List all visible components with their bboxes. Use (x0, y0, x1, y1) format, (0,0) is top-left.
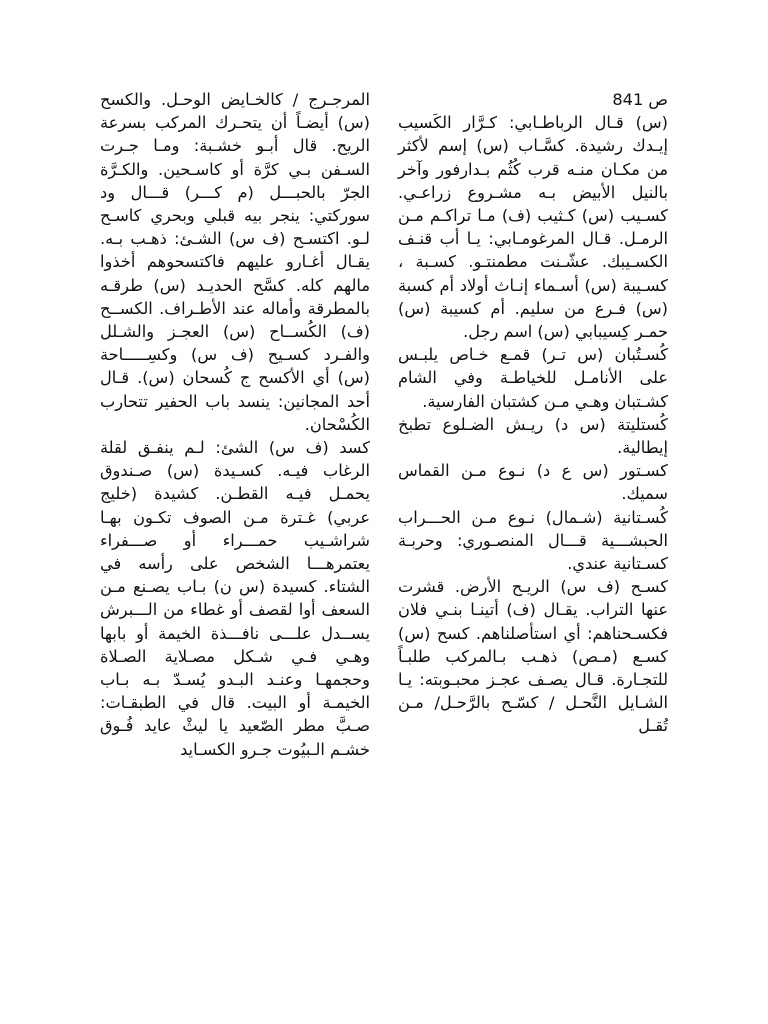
entry-kasada: كسد (ف س) الشئ: لـم ينفـق لقلة الرغاب فيـه. كسـيدة (س) صـندوق يحمـل فيـه القطـن. كشيدة (خليج عربي) غـترة مـن الصوف تكـون بهـا شراشـيب حمـــراء أو صـــفراء يعتمرهـــا الشخص على رأسه في الشتاء. كسيدة (س ن) بـاب يصـنع مـن السعف أوا لقصف أو غطاء من الـــبرش يســدل علـــى نافـــذة الخيمة أو بابها وهـي فـي شـكل مصـلاية الصـلاة وحجمهـا وعنـد البـدو يُسـدّ بـه بـاب الخيمـة أو البيت. قال في الطبقـات: صـبَّ مطر الصّعيد يا ليثْ عايد فُـوق خشـم الـبيُوت جـرو الكسـايد (100, 438, 370, 759)
right-column (398, 88, 668, 738)
entry-kasaha: كسـح (ف س) الريـح الأرض. قشرت عنها التراب. يقـال (ف) أتينـا بنـي فلان فكسـحناهم: أي استأصلناهم. كسح (س) كسـع (مـص) ذهـب بـالمركب طلبـاً للتجـارة. قـال يصـف عجـز محبـوبته: يـا الشـايل النَّحـل / كسّـح بالرَّحـل/ مـن تُقـل (398, 577, 668, 736)
page-number: ص 841 (612, 90, 668, 109)
entry-kasib: (س) قـال الرباطـابي: كـرَّار الكَسيب إيـدك رشيدة. كسَّـاب (س) إسم لأكثر من مكـان منـه قرب كُثُم بـدارفور وآخر بالنيل الأبيض بـه مشـروع زراعـي. كسـيب (س) كـثيب (ف) مـا تراكـم مـن الرمـل. قـال المرغومـابي: يـا أب قنـف الكسـيبك. عشّـنت مطمنتـو. كسـبة ، كسـيبة (س) أسـماء إنـاث أولاد أم كسبة (س) فـرع من سليم. أم كسيبة (س) حمـر كِسيبابي (س) اسم رجل. (398, 113, 668, 342)
entry-kasaha-cont: المرجـرج / كالخـايض الوحـل. والكسح (س) أيضـاً أن يتحـرك المركب بسرعة الريح. قال أبـو خشـبة: ومـا جـرت السـفن بـي كرَّة أو كاسـحين. والكـرَّة الجرّ بالحبـــل (م كـــر) قـــال ود سوركتي: ينجر بيه قبلي وبحري كاسـح لـو. اكتسـح (ف س) الشـئ: ذهـب بـه. يقـال أغـارو عليهم فاكتسحوهم أخذوا مالهم كله. كسَّح الحديـد (س) طرقـه بالمطرقة وأماله عند الأطـراف. الكســح (ف) الكُســاح (س) العجـز والشـلل والفـرد كسـيح (ف س) وكسِـــــاحة (س) أي الأكسح ج كُسحان (س). قـال أحد المجانين: ينسد باب الحفير تتحارب الكُسْحان. (100, 90, 370, 434)
entry-kustulita: كُستليتة (س د) ريـش الضـلوع تطبخ إيطالية. (398, 414, 668, 458)
entry-kastur: كسـتور (س ع د) نـوع مـن القماس سميك. (398, 461, 668, 504)
left-column (100, 88, 370, 761)
entry-kustuban: كُسـتُبان (س تـر) قمـع خـاص يلبـس على الأنامـل للخياطـة وفي الشام كشـتبان وهـي مـن كشتبان الفارسية. (398, 345, 668, 411)
entry-kustaniya: كُسـتانية (شـمال) نـوع مـن الحـــراب الحبشـــية قـــال المنصـوري: وحربـة كسـتانية عندي. (398, 507, 668, 574)
